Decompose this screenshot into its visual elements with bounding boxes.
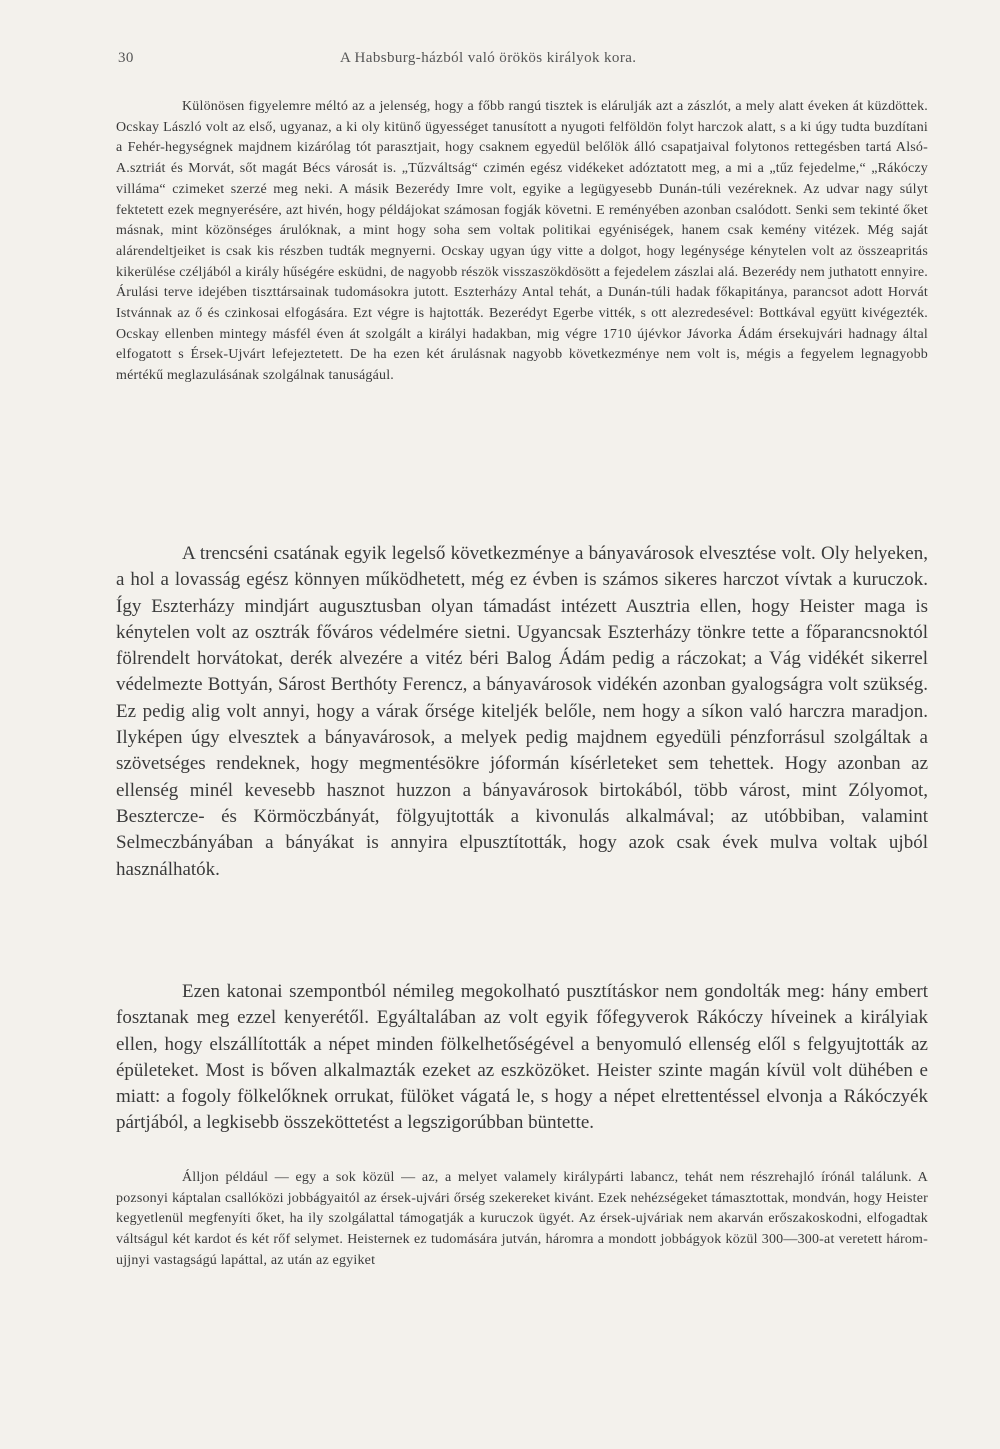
paragraph-small-print-2: Álljon például — egy a sok közül — az, a melyet valamely királypárti labancz, tehát nem részrehajló írónál találunk. A pozsonyi káptalan csallóközi jobbágyaitól az érsek-ujvári őrség szekereket kivánt. Ezek nehézségeket támasztottak, mondván, hogy Heister kegyetlenül megfenyíti őket, ha ily szolgálattal támogatják a kuruczok ügyét. Az érsek-ujváriak nem akarván erőszakoskodni, elfogadtak váltságul két kardot és két rőf selymet. Heisternek ez tudomására jutván, háromra a mondott jobbágyok közül 300—300-at veretett három-ujjnyi vastagságú lapáttal, az után az egyiket: [116, 1170, 928, 1268]
running-header: [118, 50, 928, 76]
page-number: 30: [118, 50, 134, 66]
running-title: A Habsburg-házból való örökös királyok kora.: [340, 50, 637, 66]
paragraph-body-2: Ezen katonai szempontból némileg megokolható pusztításkor nem gondolták meg: hány embert fosztanak meg ezzel kenyerétől. Egyáltalában az volt egyik főfegyverok Rákóczy híveinek a királyiak ellen, hogy elszállították a népet minden fölkelhetőségével a benyomuló ellenség elől s felgyujtották az épületeket. Most is bőven alkalmazták ezeket az eszközöket. Heister szinte magán kívül volt dühében e miatt: a fogoly fölkelőknek orrukat, fülöket vágatá le, s hogy a népet elrettentéssel elvonja a Rákóczyék pártjából, a legkisebb összeköttetést a legszigorúbban büntette.: [116, 981, 928, 1134]
paragraph-small-print-1: Különösen figyelemre méltó az a jelenség, hogy a főbb rangú tisztek is elárulják azt a zászlót, a mely alatt éveken át küzdöttek. Ocskay László volt az első, ugyanaz, a ki oly kitünő ügyességet tanusított a nyugoti felföldön folyt harczok alatt, s a ki úgy tudta buzdítani a Fehér-hegységnek majdnem kizárólag tót parasztjait, hogy csaknem egyedül belőlök álló csapatjaival folytonos rettegésben tartá Alsó-A.sztriát és Morvát, sőt magát Bécs városát is. „Tűzváltság“ czimén egész vidékeket adóztatott meg, a mi a „tűz fejedelme,“ „Rákóczy villáma“ czimeket szerzé meg neki. A másik Bezerédy Imre volt, egyike a legügyesebb Dunán-túli vezéreknek. Az udvar nagy súlyt fektetett ezek megnyerésére, azt hivén, hogy példájokat számosan fogják követni. E reményében azonban csalódott. Senki sem tekinté őket másnak, mint közönséges árulóknak, a mint hogy soha sem voltak politikai egyéniségek, hanem csak kemény vitézek. Még saját alárendeltjeiket is csak kis részben tudták megnyerni. Ocskay ugyan úgy vitte a dolgot, hogy legénysége kénytelen volt az összeapritás kikerülése czéljából a király hűségére esküdni, de nagyobb részök visszaszökdösött a fejedelem zászlai alá. Bezerédy nem juthatott ennyire. Árulási terve idejében tiszttársainak tudomásokra jutott. Eszterházy Antal tehát, a Dunán-túli hadak főkapitánya, parancsot adott Horvát Istvánnak az ő és czinkosai elfogására. Ezt végre is hajtották. Bezerédyt Egerbe vitték, s ott alezredesével: Bottkával együtt kivégezték. Ocskay ellenben mintegy másfél éven át szolgált a királyi hadakban, mig végre 1710 újévkor Jávorka Ádám érsekujvári hadnagy által elfogatott s Érsek-Ujvárt lefejeztetett. De ha ezen két árulásnak nagyobb következménye nem volt is, mégis a fegyelem legnagyobb mértékű meglazulásának szolgálnak tanuságául.: [116, 99, 928, 384]
paragraph-body-1: A trencséni csatának egyik legelső következménye a bányavárosok elvesztése volt. Oly helyeken, a hol a lovasság egész könnyen működhetett, még ez évben is számos sikeres harczot vívtak a kuruczok. Így Eszterházy mindjárt augusztusban olyan támadást intézett Ausztria ellen, hogy Heister maga is kénytelen volt az osztrák főváros védelmére sietni. Ugyancsak Eszterházy tönkre tette a főparancsnoktól fölrendelt horvátokat, derék alvezére a vitéz béri Balog Ádám pedig a ráczokat; a Vág vidékét sikerrel védelmezte Bottyán, Sárost Berthóty Ferencz, a bányavárosok vidékén azonban gyalogságra volt szükség. Ez pedig alig volt annyi, hogy a várak őrsége kiteljék belőle, nem hogy a síkon való harczra maradjon. Ilyképen úgy elvesztek a bányavárosok, a melyek pedig majdnem egyedüli pénzforrásul szolgáltak a szövetséges rendeknek, hogy megmentésökre jóformán kísérleteket sem tehettek. Hogy azonban az ellenség minél kevesebb hasznot huzzon a bányavárosok birtokából, több várost, mint Zólyomot, Besztercze- és Körmöczbányát, fölgyujtották a kivonulás alkalmával; az utóbbiban, valamint Selmeczbányában a bányákat is annyira elpusztították, hogy azok csak évek mulva voltak ujból használhatók.: [116, 543, 928, 880]
